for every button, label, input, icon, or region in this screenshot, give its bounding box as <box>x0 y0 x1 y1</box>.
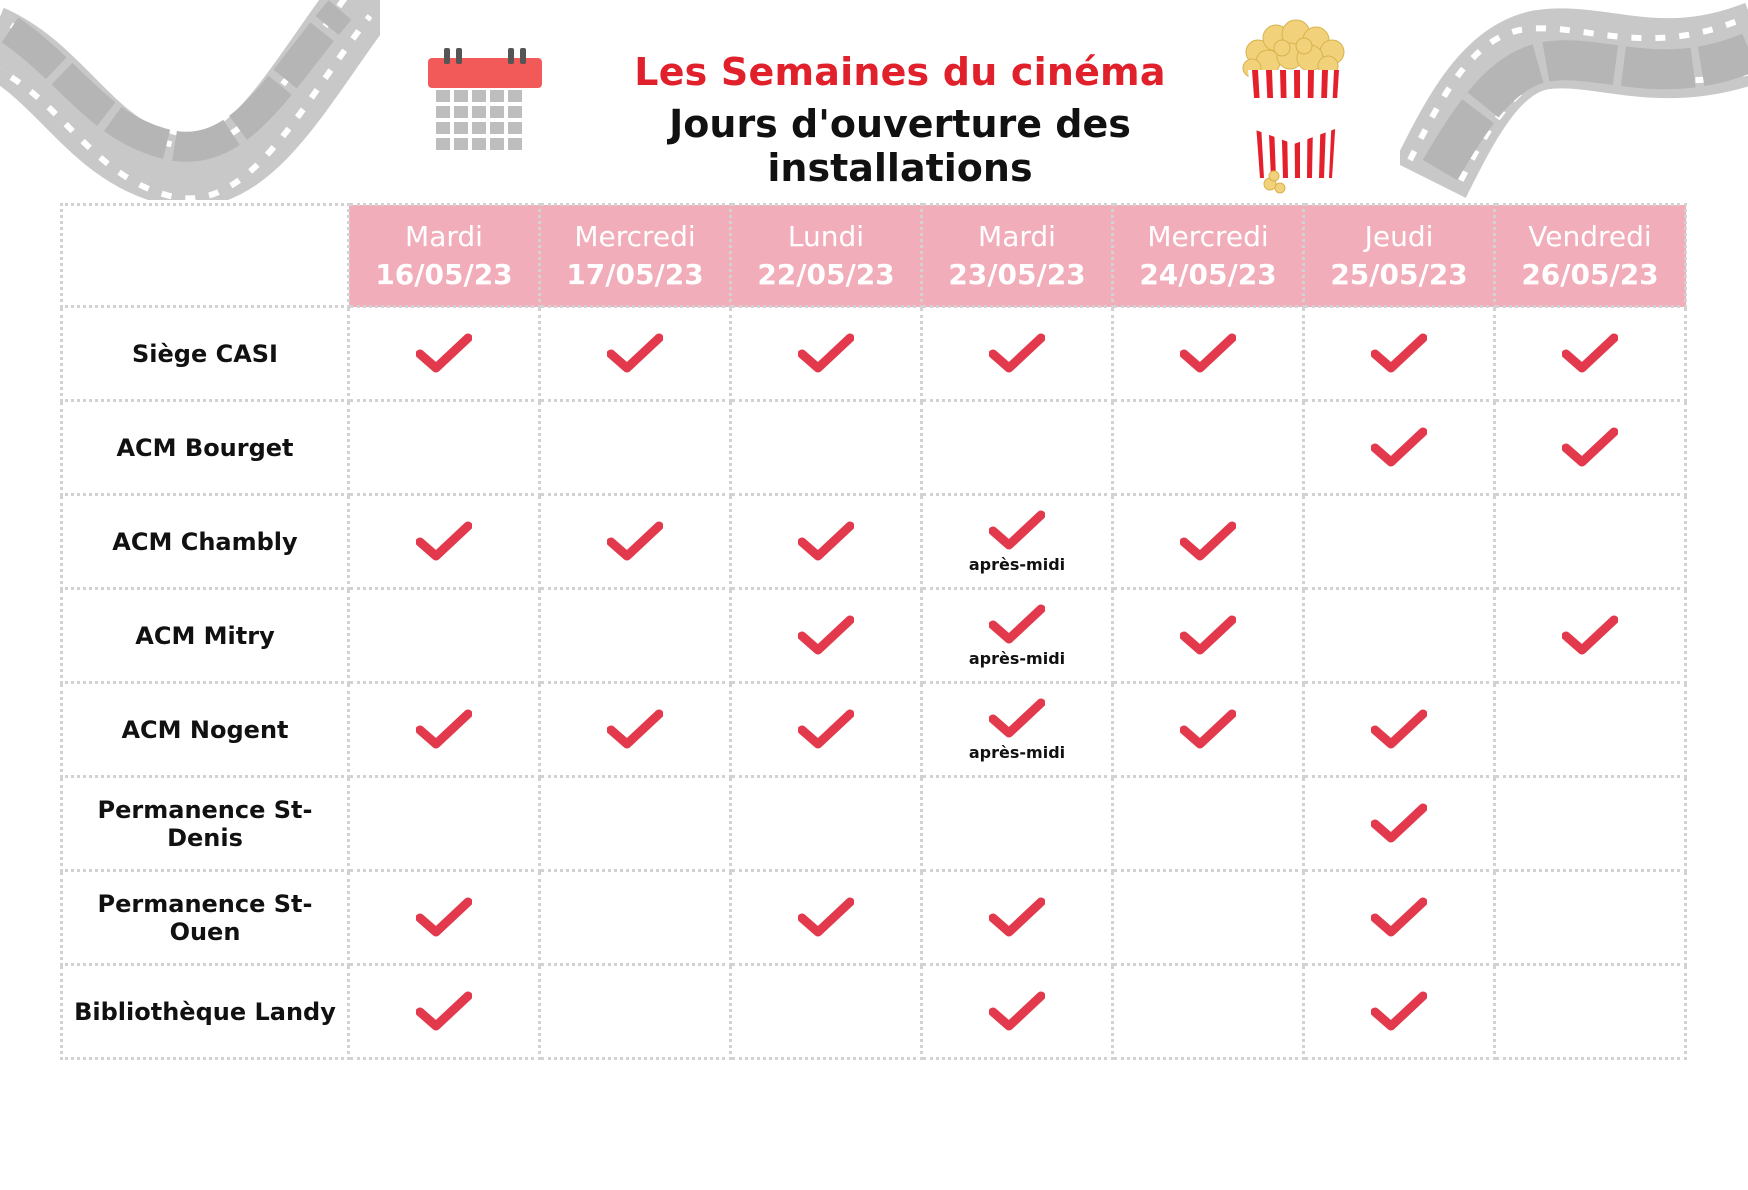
day-cell <box>922 777 1113 871</box>
page-subtitle: Jours d'ouverture des installations <box>669 102 1131 190</box>
day-cell <box>1495 683 1686 777</box>
cell-content <box>350 684 538 775</box>
day-cell <box>1304 307 1495 401</box>
column-header <box>731 205 922 307</box>
day-cell <box>540 871 731 965</box>
day-date: 25/05/23 <box>1330 257 1468 291</box>
day-cell <box>922 871 1113 965</box>
table-row <box>62 871 1686 965</box>
check-icon <box>607 520 663 564</box>
row-label: ACM Bourget <box>62 401 349 495</box>
day-cell <box>731 401 922 495</box>
cell-content <box>541 496 729 587</box>
day-cell <box>922 965 1113 1059</box>
day-cell <box>731 777 922 871</box>
check-icon <box>798 332 854 376</box>
cell-content <box>732 684 920 775</box>
check-icon <box>1371 896 1427 940</box>
cell-content <box>1496 402 1684 493</box>
cell-content <box>1114 684 1302 775</box>
check-icon <box>989 509 1045 553</box>
corner-cell <box>62 205 349 307</box>
check-icon <box>416 520 472 564</box>
check-icon <box>416 708 472 752</box>
day-cell <box>540 307 731 401</box>
row-label: Permanence St-Denis <box>62 777 349 871</box>
cell-content <box>541 308 729 399</box>
day-cell <box>731 307 922 401</box>
day-name: Vendredi <box>1528 219 1652 253</box>
day-cell <box>1495 777 1686 871</box>
day-cell <box>349 401 540 495</box>
popcorn-icon <box>1238 18 1350 196</box>
column-header <box>922 205 1113 307</box>
day-cell <box>349 683 540 777</box>
day-cell <box>922 683 1113 777</box>
day-cell <box>349 589 540 683</box>
page-title: Les Semaines du cinéma <box>634 50 1166 94</box>
day-cell <box>1113 589 1304 683</box>
check-icon <box>1180 708 1236 752</box>
film-strip-right-icon <box>1400 0 1748 200</box>
day-cell <box>1113 401 1304 495</box>
cell-content <box>1305 684 1493 775</box>
cell-content <box>541 684 729 775</box>
cell-content <box>1305 872 1493 963</box>
check-icon <box>416 332 472 376</box>
day-cell <box>731 683 922 777</box>
cell-content <box>923 684 1111 775</box>
row-label: ACM Nogent <box>62 683 349 777</box>
day-cell <box>540 495 731 589</box>
schedule-table <box>60 203 1687 1060</box>
day-cell <box>1304 683 1495 777</box>
cell-content <box>350 872 538 963</box>
day-cell <box>922 589 1113 683</box>
check-icon <box>1180 614 1236 658</box>
cell-content <box>923 308 1111 399</box>
day-date: 26/05/23 <box>1521 257 1659 291</box>
day-cell <box>1304 589 1495 683</box>
day-cell <box>731 871 922 965</box>
day-cell <box>349 307 540 401</box>
day-name: Mercredi <box>574 219 696 253</box>
check-icon <box>1562 332 1618 376</box>
day-name: Jeudi <box>1364 219 1434 253</box>
day-date: 22/05/23 <box>757 257 895 291</box>
day-cell <box>349 965 540 1059</box>
day-cell <box>1113 871 1304 965</box>
day-cell <box>1304 495 1495 589</box>
column-header <box>1113 205 1304 307</box>
cell-content <box>1496 590 1684 681</box>
check-icon <box>798 520 854 564</box>
check-icon <box>989 896 1045 940</box>
day-cell <box>1495 307 1686 401</box>
column-header <box>349 205 540 307</box>
check-icon <box>1180 520 1236 564</box>
check-icon <box>798 896 854 940</box>
cell-content <box>732 308 920 399</box>
day-cell <box>922 401 1113 495</box>
check-icon <box>1371 332 1427 376</box>
check-icon <box>989 990 1045 1034</box>
row-label: ACM Mitry <box>62 589 349 683</box>
table-row <box>62 307 1686 401</box>
cell-note: après-midi <box>968 649 1066 668</box>
day-name: Mardi <box>405 219 483 253</box>
table-row <box>62 589 1686 683</box>
row-label: Permanence St-Ouen <box>62 871 349 965</box>
header-row <box>62 205 1686 307</box>
day-date: 17/05/23 <box>566 257 704 291</box>
check-icon <box>1180 332 1236 376</box>
day-cell <box>922 307 1113 401</box>
cell-note: après-midi <box>968 743 1066 762</box>
day-cell <box>349 871 540 965</box>
cell-content <box>1114 590 1302 681</box>
cell-content <box>732 590 920 681</box>
cell-content <box>1305 778 1493 869</box>
row-label: Siège CASI <box>62 307 349 401</box>
check-icon <box>989 697 1045 741</box>
cell-content <box>1305 966 1493 1057</box>
day-date: 23/05/23 <box>948 257 1086 291</box>
cell-content <box>923 590 1111 681</box>
check-icon <box>1562 614 1618 658</box>
day-cell <box>1304 871 1495 965</box>
day-cell <box>1113 965 1304 1059</box>
day-cell <box>731 589 922 683</box>
day-cell <box>349 777 540 871</box>
day-name: Mardi <box>978 219 1056 253</box>
cell-content <box>1305 402 1493 493</box>
cell-content <box>923 872 1111 963</box>
day-name: Mercredi <box>1147 219 1269 253</box>
cell-content <box>1496 308 1684 399</box>
table-row <box>62 965 1686 1059</box>
cell-content <box>923 966 1111 1057</box>
day-date: 16/05/23 <box>375 257 513 291</box>
cell-content <box>350 496 538 587</box>
day-cell <box>1495 871 1686 965</box>
check-icon <box>798 614 854 658</box>
column-header <box>1495 205 1686 307</box>
day-cell <box>922 495 1113 589</box>
day-cell <box>1113 307 1304 401</box>
day-cell <box>349 495 540 589</box>
day-cell <box>1495 965 1686 1059</box>
column-header <box>1304 205 1495 307</box>
day-cell <box>731 965 922 1059</box>
schedule-body <box>62 307 1686 1059</box>
day-cell <box>1304 401 1495 495</box>
check-icon <box>989 603 1045 647</box>
day-cell <box>1495 401 1686 495</box>
day-cell <box>1113 777 1304 871</box>
cell-content <box>350 966 538 1057</box>
day-name: Lundi <box>787 219 865 253</box>
cell-content <box>732 496 920 587</box>
check-icon <box>416 990 472 1034</box>
check-icon <box>607 708 663 752</box>
cell-content <box>923 496 1111 587</box>
day-cell <box>1495 589 1686 683</box>
day-cell <box>540 401 731 495</box>
day-cell <box>540 683 731 777</box>
table-row <box>62 777 1686 871</box>
day-cell <box>540 589 731 683</box>
table-row <box>62 401 1686 495</box>
check-icon <box>1371 990 1427 1034</box>
day-cell <box>1304 777 1495 871</box>
check-icon <box>1371 802 1427 846</box>
day-cell <box>1113 495 1304 589</box>
day-cell <box>540 777 731 871</box>
table-row <box>62 495 1686 589</box>
check-icon <box>1562 426 1618 470</box>
film-strip-left-icon <box>0 0 380 200</box>
cell-content <box>1114 496 1302 587</box>
day-cell <box>731 495 922 589</box>
day-date: 24/05/23 <box>1139 257 1277 291</box>
day-cell <box>1113 683 1304 777</box>
cell-note: après-midi <box>968 555 1066 574</box>
check-icon <box>1371 708 1427 752</box>
row-label: ACM Chambly <box>62 495 349 589</box>
check-icon <box>1371 426 1427 470</box>
table-row <box>62 683 1686 777</box>
check-icon <box>989 332 1045 376</box>
day-cell <box>1495 495 1686 589</box>
day-cell <box>540 965 731 1059</box>
cell-content <box>1114 308 1302 399</box>
row-label: Bibliothèque Landy <box>62 965 349 1059</box>
check-icon <box>798 708 854 752</box>
cell-content <box>1305 308 1493 399</box>
calendar-icon <box>428 48 542 158</box>
cell-content <box>732 872 920 963</box>
column-header <box>540 205 731 307</box>
cell-content <box>350 308 538 399</box>
check-icon <box>607 332 663 376</box>
check-icon <box>416 896 472 940</box>
day-cell <box>1304 965 1495 1059</box>
